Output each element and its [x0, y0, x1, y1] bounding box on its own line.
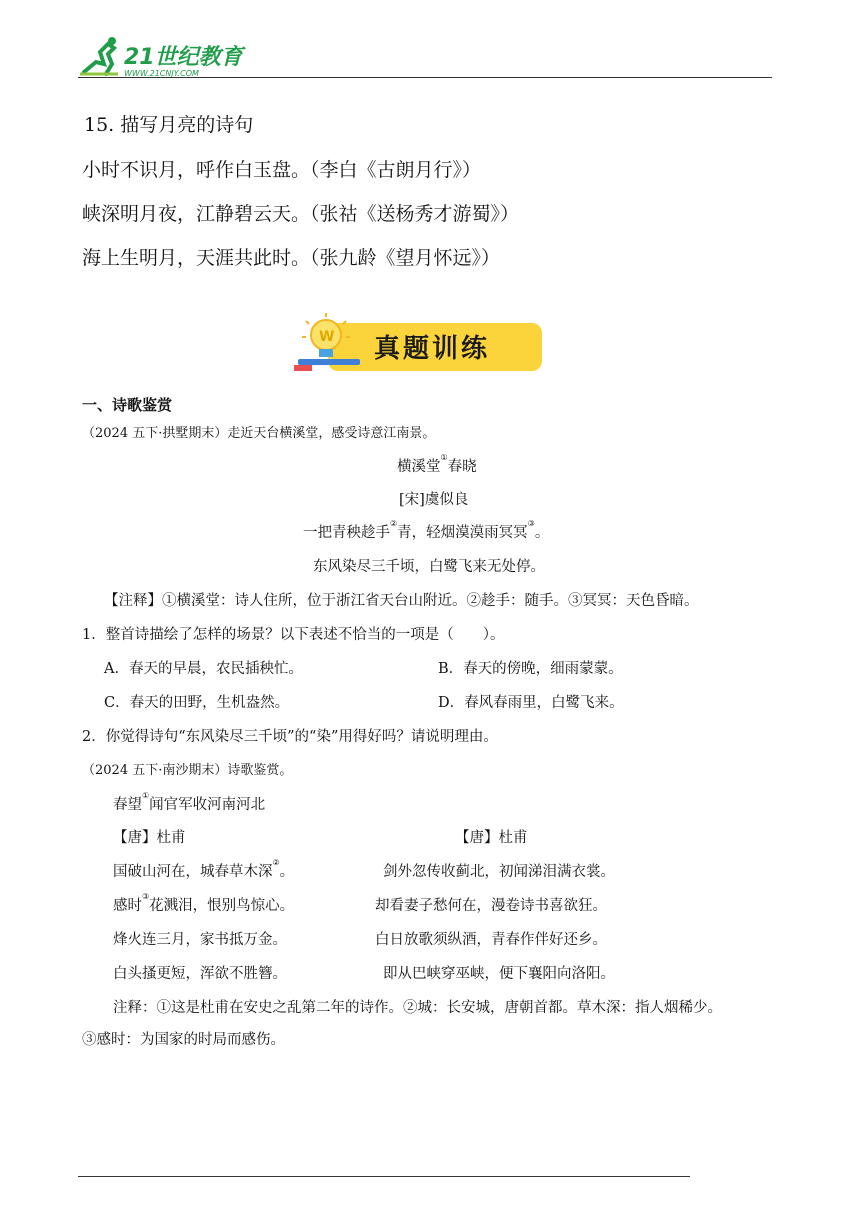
option-b[interactable]: B．春天的傍晚，细雨蒙蒙。	[438, 661, 623, 677]
author-right: 【唐】杜甫	[455, 830, 528, 846]
poem-line: 东风染尽三千顷，白鹭飞来无处停。	[313, 559, 545, 575]
left-poem-line: 白头搔更短，浑欲不胜簪。	[113, 966, 287, 982]
question-intro: （2024 五下·南沙期末）诗歌鉴赏。	[82, 763, 293, 778]
left-poem-line: 感时③花溅泪，恨别鸟惊心。	[113, 892, 295, 914]
poem-line: 峡深明月夜，江静碧云天。（张祜《送杨秀才游蜀》）	[82, 203, 520, 225]
svg-text:W: W	[319, 329, 335, 345]
poem-line: 海上生明月，天涯共此时。（张九龄《望月怀远》）	[82, 247, 501, 269]
banner-title: 真题训练	[374, 334, 491, 364]
poem-line: 一把青秧趁手②青，轻烟漠漠雨冥冥③。	[303, 519, 550, 541]
practice-banner	[290, 309, 544, 375]
question-intro: （2024 五下·拱墅期末）走近天台横溪堂，感受诗意江南景。	[82, 426, 436, 441]
poem-title: 横溪堂①春晓	[397, 453, 477, 475]
poem-notes-cont: ③感时：为国家的时局而感伤。	[82, 1032, 285, 1048]
poem-author: [宋]虞似良	[399, 492, 469, 508]
right-poem-line: 却看妻子愁何在，漫卷诗书喜欲狂。	[375, 898, 607, 914]
poem-notes: 【注释】①横溪堂：诗人住所，位于浙江省天台山附近。②趁手：随手。③冥冥：天色昏暗。	[104, 593, 699, 609]
option-c[interactable]: C．春天的田野，生机盎然。	[104, 695, 290, 711]
option-d[interactable]: D．春风春雨里，白鹭飞来。	[438, 695, 624, 711]
poem-line: 小时不识月，呼作白玉盘。（李白《古朗月行》）	[82, 159, 482, 181]
left-poem-line: 国破山河在，城春草木深②。	[113, 858, 295, 880]
right-poem-line: 白日放歌须纵酒，青春作伴好还乡。	[375, 932, 607, 948]
left-poem-line: 烽火连三月，家书抵万金。	[113, 932, 287, 948]
logo-text: 21世纪教育	[124, 45, 243, 70]
section-heading: 15. 描写月亮的诗句	[84, 114, 254, 136]
option-a[interactable]: A．春天的早晨，农民插秧忙。	[104, 661, 303, 677]
logo-url: WWW.21CNJY.COM	[124, 69, 199, 78]
author-left: 【唐】杜甫	[113, 830, 186, 846]
question-2: 2．你觉得诗句“东风染尽三千顷”的“染”用得好吗？请说明理由。	[82, 729, 498, 745]
question-1: 1．整首诗描绘了怎样的场景？以下表述不恰当的一项是（ ）。	[82, 627, 505, 643]
poem-titles: 春望①闻官军收河南河北	[113, 791, 266, 813]
lightbulb-icon	[290, 309, 370, 375]
right-poem-line: 剑外忽传收蓟北，初闻涕泪满衣裳。	[383, 864, 615, 880]
right-poem-line: 即从巴峡穿巫峡，便下襄阳向洛阳。	[383, 966, 615, 982]
footer-divider	[78, 1176, 690, 1177]
site-logo	[78, 34, 258, 80]
header-divider	[78, 77, 772, 78]
poem-notes: 注释：①这是杜甫在安史之乱第二年的诗作。②城：长安城，唐朝首都。草木深：指人烟稀少。	[113, 1000, 722, 1016]
part-heading: 一、诗歌鉴赏	[82, 396, 173, 414]
